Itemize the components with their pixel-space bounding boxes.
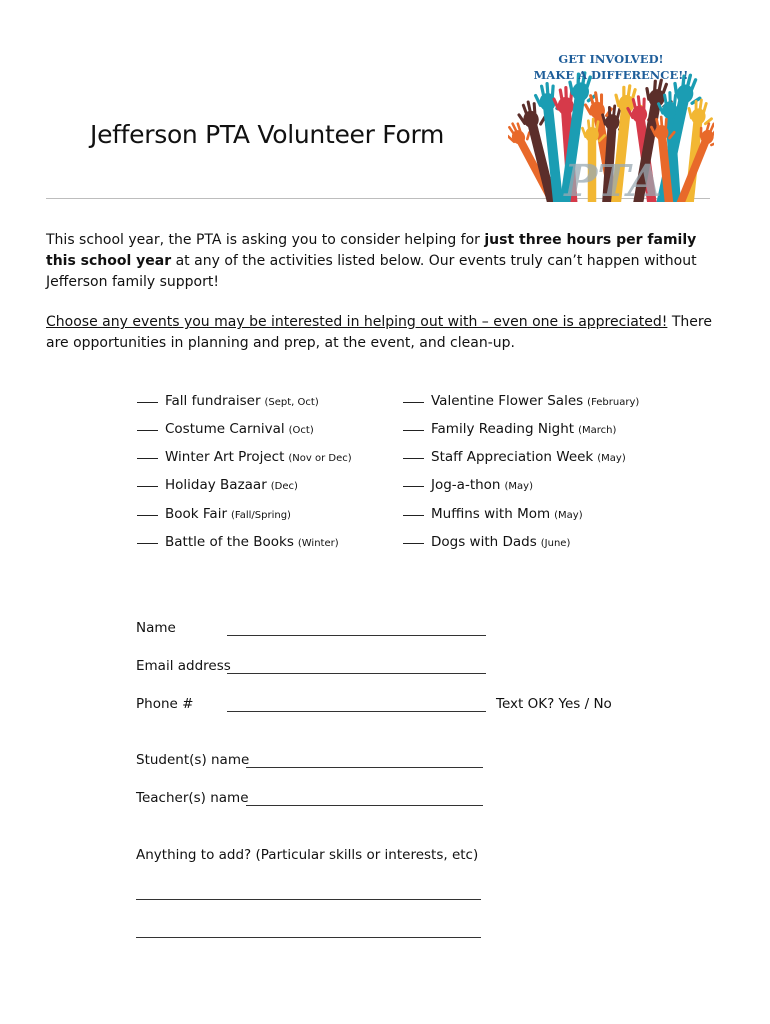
event-name: Muffins with Mom (431, 506, 551, 522)
event-when: (May) (554, 510, 583, 521)
check-blank[interactable] (403, 542, 424, 544)
event-checkbox-line[interactable] (137, 449, 352, 465)
event-when: (Oct) (288, 425, 314, 436)
name-field[interactable] (227, 635, 486, 636)
event-name: Fall fundraiser (165, 393, 261, 409)
name-label: Name (136, 620, 176, 636)
text-ok-choice[interactable]: Text OK? Yes / No (496, 696, 612, 712)
check-blank[interactable] (403, 429, 424, 431)
logo-tagline-2: MAKE A DIFFERENCE!! (533, 68, 689, 82)
anything-field-line-2[interactable] (136, 937, 481, 938)
logo-tagline-1: GET INVOLVED! (558, 52, 664, 66)
check-blank[interactable] (137, 514, 158, 516)
event-name: Costume Carnival (165, 421, 285, 437)
email-field[interactable] (227, 673, 486, 674)
event-checkbox-line[interactable] (137, 421, 314, 437)
check-blank[interactable] (137, 429, 158, 431)
event-checkbox-line[interactable] (137, 506, 291, 522)
event-name: Book Fair (165, 506, 227, 522)
teachers-field[interactable] (246, 805, 483, 806)
pta-wordmark: PTA (564, 156, 662, 202)
check-blank[interactable] (137, 542, 158, 544)
event-when: (May) (504, 481, 533, 492)
check-blank[interactable] (403, 485, 424, 487)
event-when: (Sept, Oct) (264, 397, 319, 408)
intro-paragraph (46, 230, 726, 293)
event-name: Family Reading Night (431, 421, 575, 437)
event-when: (Dec) (270, 481, 298, 492)
event-name: Staff Appreciation Week (431, 449, 594, 465)
check-blank[interactable] (403, 514, 424, 516)
teachers-label: Teacher(s) name (136, 790, 249, 806)
event-when: (February) (587, 397, 640, 408)
event-name: Holiday Bazaar (165, 477, 267, 493)
event-when: (Nov or Dec) (288, 453, 352, 464)
intro-bold: just three hours per family this school year (46, 232, 697, 269)
anything-label: Anything to add? (Particular skills or interests, etc) (136, 847, 479, 863)
page-title: Jefferson PTA Volunteer Form (90, 120, 445, 149)
check-blank[interactable] (137, 485, 158, 487)
event-checkbox-line[interactable] (403, 477, 533, 493)
choose-underlined: Choose any events you may be interested in helping out with – even one is appreciated! (46, 314, 668, 330)
event-name: Valentine Flower Sales (431, 393, 584, 409)
event-checkbox-line[interactable] (137, 477, 298, 493)
event-when: (May) (597, 453, 626, 464)
event-checkbox-line[interactable] (403, 421, 616, 437)
event-checkbox-line[interactable] (403, 393, 639, 409)
check-blank[interactable] (403, 457, 424, 459)
choose-paragraph (46, 312, 726, 354)
event-checkbox-line[interactable] (137, 534, 339, 550)
check-blank[interactable] (137, 401, 158, 403)
check-blank[interactable] (137, 457, 158, 459)
intro-text-1: This school year, the PTA is asking you to consider helping for (46, 232, 485, 248)
event-name: Battle of the Books (165, 534, 294, 550)
event-when: (March) (578, 425, 617, 436)
event-checkbox-line[interactable] (403, 506, 583, 522)
event-name: Dogs with Dads (431, 534, 537, 550)
check-blank[interactable] (403, 401, 424, 403)
phone-field[interactable] (227, 711, 486, 712)
event-when: (Winter) (297, 538, 339, 549)
event-when: (Fall/Spring) (231, 510, 291, 521)
students-label: Student(s) name (136, 752, 250, 768)
email-label: Email address (136, 658, 231, 674)
intro-text-2: at any of the activities listed below. Our events truly can’t happen without Jefferson family support! (46, 253, 697, 290)
event-checkbox-line[interactable] (403, 534, 570, 550)
anything-field-line-1[interactable] (136, 899, 481, 900)
event-checkbox-line[interactable] (137, 393, 319, 409)
choose-rest: There are opportunities in planning and prep, at the event, and clean-up. (46, 314, 712, 351)
event-when: (June) (540, 538, 571, 549)
event-name: Winter Art Project (165, 449, 285, 465)
phone-label: Phone # (136, 696, 194, 712)
students-field[interactable] (246, 767, 483, 768)
event-checkbox-line[interactable] (403, 449, 626, 465)
event-name: Jog-a-thon (431, 477, 501, 493)
